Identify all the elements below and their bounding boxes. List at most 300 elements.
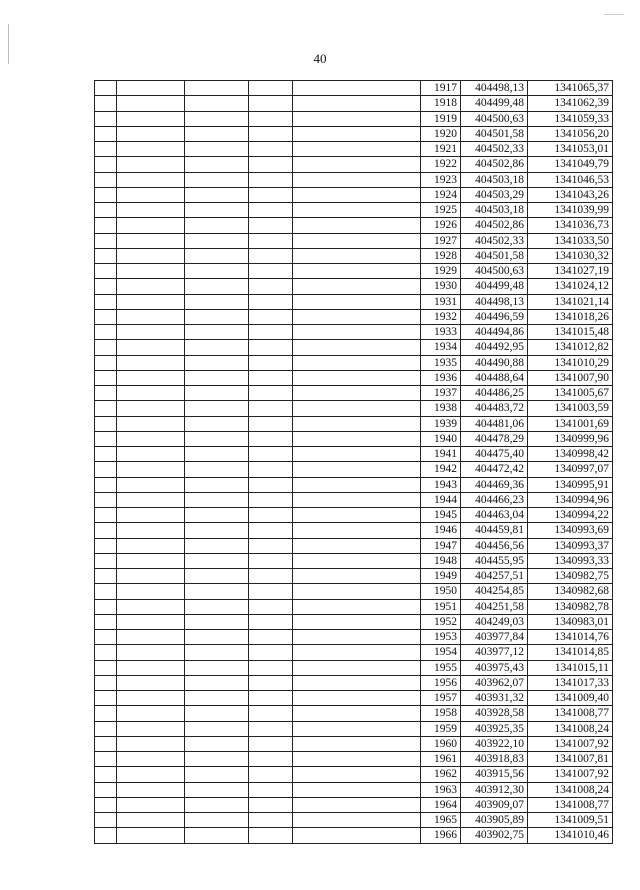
y-coordinate-cell: 1340982,78: [528, 599, 613, 614]
y-coordinate-cell: 1341056,20: [528, 126, 613, 141]
blank-col-1: [95, 264, 117, 279]
y-coordinate-cell: 1341003,59: [528, 401, 613, 416]
blank-col-2: [117, 599, 185, 614]
blank-col-2: [117, 401, 185, 416]
table-row: [95, 203, 613, 218]
blank-col-4: [249, 477, 293, 492]
blank-col-4: [249, 203, 293, 218]
blank-col-5: [293, 782, 421, 797]
blank-col-3: [185, 706, 249, 721]
blank-col-3: [185, 477, 249, 492]
blank-col-4: [249, 782, 293, 797]
blank-col-1: [95, 462, 117, 477]
blank-col-5: [293, 675, 421, 690]
point-number-cell: 1943: [421, 477, 461, 492]
table-row: [95, 797, 613, 812]
blank-col-1: [95, 279, 117, 294]
blank-col-1: [95, 248, 117, 263]
y-coordinate-cell: 1341010,29: [528, 355, 613, 370]
blank-col-4: [249, 355, 293, 370]
table-row: [95, 447, 613, 462]
x-coordinate-cell: 404501,58: [461, 126, 528, 141]
blank-col-5: [293, 355, 421, 370]
point-number-cell: 1961: [421, 752, 461, 767]
x-coordinate-cell: 404472,42: [461, 462, 528, 477]
blank-col-1: [95, 142, 117, 157]
blank-col-3: [185, 294, 249, 309]
blank-col-3: [185, 797, 249, 812]
blank-col-5: [293, 584, 421, 599]
table-row: [95, 142, 613, 157]
blank-col-2: [117, 309, 185, 324]
table-row: [95, 492, 613, 507]
point-number-cell: 1919: [421, 111, 461, 126]
blank-col-5: [293, 157, 421, 172]
point-number-cell: 1922: [421, 157, 461, 172]
point-number-cell: 1949: [421, 569, 461, 584]
x-coordinate-cell: 404502,86: [461, 218, 528, 233]
x-coordinate-cell: 403918,83: [461, 752, 528, 767]
point-number-cell: 1929: [421, 264, 461, 279]
blank-col-5: [293, 142, 421, 157]
x-coordinate-cell: 404498,13: [461, 81, 528, 96]
x-coordinate-cell: 404466,23: [461, 492, 528, 507]
x-coordinate-cell: 404483,72: [461, 401, 528, 416]
blank-col-3: [185, 401, 249, 416]
scan-top-mark: [604, 14, 624, 15]
table-row: [95, 264, 613, 279]
blank-col-1: [95, 157, 117, 172]
point-number-cell: 1953: [421, 630, 461, 645]
blank-col-5: [293, 508, 421, 523]
blank-col-3: [185, 218, 249, 233]
table-row: [95, 172, 613, 187]
blank-col-3: [185, 96, 249, 111]
blank-col-3: [185, 584, 249, 599]
y-coordinate-cell: 1340997,07: [528, 462, 613, 477]
blank-col-1: [95, 630, 117, 645]
table-row: [95, 569, 613, 584]
blank-col-5: [293, 187, 421, 202]
point-number-cell: 1955: [421, 660, 461, 675]
table-row: [95, 462, 613, 477]
y-coordinate-cell: 1341030,32: [528, 248, 613, 263]
x-coordinate-cell: 404499,48: [461, 96, 528, 111]
blank-col-5: [293, 752, 421, 767]
table-row: [95, 706, 613, 721]
blank-col-4: [249, 309, 293, 324]
x-coordinate-cell: 404469,36: [461, 477, 528, 492]
blank-col-1: [95, 340, 117, 355]
point-number-cell: 1957: [421, 691, 461, 706]
point-number-cell: 1935: [421, 355, 461, 370]
table-row: [95, 553, 613, 568]
blank-col-4: [249, 340, 293, 355]
y-coordinate-cell: 1340994,96: [528, 492, 613, 507]
blank-col-1: [95, 675, 117, 690]
x-coordinate-cell: 403977,12: [461, 645, 528, 660]
table-row: [95, 81, 613, 96]
x-coordinate-cell: 404492,95: [461, 340, 528, 355]
blank-col-4: [249, 492, 293, 507]
table-row: [95, 675, 613, 690]
x-coordinate-cell: 403977,84: [461, 630, 528, 645]
y-coordinate-cell: 1341033,50: [528, 233, 613, 248]
blank-col-4: [249, 630, 293, 645]
blank-col-2: [117, 81, 185, 96]
blank-col-2: [117, 172, 185, 187]
point-number-cell: 1950: [421, 584, 461, 599]
blank-col-1: [95, 660, 117, 675]
blank-col-1: [95, 111, 117, 126]
x-coordinate-cell: 403975,43: [461, 660, 528, 675]
blank-col-4: [249, 614, 293, 629]
blank-col-4: [249, 96, 293, 111]
point-number-cell: 1937: [421, 386, 461, 401]
point-number-cell: 1963: [421, 782, 461, 797]
table-row: [95, 96, 613, 111]
blank-col-2: [117, 706, 185, 721]
blank-col-1: [95, 523, 117, 538]
x-coordinate-cell: 403902,75: [461, 828, 528, 843]
blank-col-4: [249, 81, 293, 96]
blank-col-1: [95, 431, 117, 446]
table-row: [95, 630, 613, 645]
blank-col-2: [117, 492, 185, 507]
x-coordinate-cell: 404459,81: [461, 523, 528, 538]
blank-col-2: [117, 294, 185, 309]
y-coordinate-cell: 1341065,37: [528, 81, 613, 96]
point-number-cell: 1934: [421, 340, 461, 355]
y-coordinate-cell: 1341059,33: [528, 111, 613, 126]
point-number-cell: 1958: [421, 706, 461, 721]
blank-col-4: [249, 828, 293, 843]
point-number-cell: 1966: [421, 828, 461, 843]
blank-col-3: [185, 248, 249, 263]
x-coordinate-cell: 404501,58: [461, 248, 528, 263]
y-coordinate-cell: 1341001,69: [528, 416, 613, 431]
blank-col-5: [293, 630, 421, 645]
blank-col-4: [249, 386, 293, 401]
blank-col-3: [185, 508, 249, 523]
blank-col-1: [95, 736, 117, 751]
blank-col-5: [293, 691, 421, 706]
y-coordinate-cell: 1340993,33: [528, 553, 613, 568]
x-coordinate-cell: 403928,58: [461, 706, 528, 721]
point-number-cell: 1947: [421, 538, 461, 553]
x-coordinate-cell: 404496,59: [461, 309, 528, 324]
x-coordinate-cell: 404490,88: [461, 355, 528, 370]
blank-col-5: [293, 569, 421, 584]
blank-col-1: [95, 599, 117, 614]
y-coordinate-cell: 1341009,40: [528, 691, 613, 706]
x-coordinate-cell: 404455,95: [461, 553, 528, 568]
y-coordinate-cell: 1340999,96: [528, 431, 613, 446]
blank-col-1: [95, 187, 117, 202]
blank-col-1: [95, 96, 117, 111]
point-number-cell: 1954: [421, 645, 461, 660]
blank-col-2: [117, 614, 185, 629]
blank-col-5: [293, 813, 421, 828]
y-coordinate-cell: 1341062,39: [528, 96, 613, 111]
blank-col-2: [117, 111, 185, 126]
y-coordinate-cell: 1340995,91: [528, 477, 613, 492]
blank-col-4: [249, 599, 293, 614]
blank-col-5: [293, 203, 421, 218]
blank-col-3: [185, 630, 249, 645]
blank-col-5: [293, 614, 421, 629]
x-coordinate-cell: 404503,18: [461, 172, 528, 187]
blank-col-3: [185, 264, 249, 279]
blank-col-5: [293, 431, 421, 446]
blank-col-1: [95, 706, 117, 721]
blank-col-4: [249, 172, 293, 187]
y-coordinate-cell: 1341015,11: [528, 660, 613, 675]
blank-col-4: [249, 569, 293, 584]
blank-col-1: [95, 614, 117, 629]
point-number-cell: 1932: [421, 309, 461, 324]
blank-col-1: [95, 477, 117, 492]
blank-col-2: [117, 752, 185, 767]
table-row: [95, 721, 613, 736]
blank-col-4: [249, 248, 293, 263]
y-coordinate-cell: 1340994,22: [528, 508, 613, 523]
blank-col-4: [249, 416, 293, 431]
blank-col-5: [293, 264, 421, 279]
blank-col-4: [249, 752, 293, 767]
blank-col-1: [95, 386, 117, 401]
blank-col-3: [185, 172, 249, 187]
blank-col-3: [185, 675, 249, 690]
blank-col-2: [117, 691, 185, 706]
x-coordinate-cell: 403915,56: [461, 767, 528, 782]
y-coordinate-cell: 1341043,26: [528, 187, 613, 202]
table-row: [95, 431, 613, 446]
blank-col-3: [185, 538, 249, 553]
blank-col-5: [293, 599, 421, 614]
point-number-cell: 1945: [421, 508, 461, 523]
blank-col-4: [249, 218, 293, 233]
blank-col-2: [117, 477, 185, 492]
blank-col-4: [249, 370, 293, 385]
blank-col-1: [95, 203, 117, 218]
blank-col-2: [117, 386, 185, 401]
point-number-cell: 1918: [421, 96, 461, 111]
blank-col-5: [293, 828, 421, 843]
y-coordinate-cell: 1341053,01: [528, 142, 613, 157]
blank-col-3: [185, 569, 249, 584]
blank-col-3: [185, 462, 249, 477]
blank-col-5: [293, 477, 421, 492]
y-coordinate-cell: 1341008,77: [528, 706, 613, 721]
x-coordinate-cell: 404503,29: [461, 187, 528, 202]
x-coordinate-cell: 404502,33: [461, 233, 528, 248]
table-body: [95, 81, 613, 844]
blank-col-2: [117, 126, 185, 141]
blank-col-1: [95, 645, 117, 660]
blank-col-2: [117, 233, 185, 248]
blank-col-5: [293, 523, 421, 538]
point-number-cell: 1931: [421, 294, 461, 309]
table-row: [95, 401, 613, 416]
table-row: [95, 828, 613, 843]
blank-col-3: [185, 386, 249, 401]
blank-col-5: [293, 111, 421, 126]
blank-col-2: [117, 96, 185, 111]
blank-col-1: [95, 309, 117, 324]
x-coordinate-cell: 404254,85: [461, 584, 528, 599]
blank-col-2: [117, 157, 185, 172]
blank-col-5: [293, 126, 421, 141]
blank-col-1: [95, 538, 117, 553]
blank-col-4: [249, 187, 293, 202]
y-coordinate-cell: 1341014,76: [528, 630, 613, 645]
x-coordinate-cell: 403909,07: [461, 797, 528, 812]
blank-col-1: [95, 508, 117, 523]
x-coordinate-cell: 404475,40: [461, 447, 528, 462]
x-coordinate-cell: 404488,64: [461, 370, 528, 385]
blank-col-4: [249, 553, 293, 568]
blank-col-2: [117, 187, 185, 202]
coordinates-table: [94, 80, 613, 844]
blank-col-3: [185, 370, 249, 385]
blank-col-3: [185, 325, 249, 340]
point-number-cell: 1924: [421, 187, 461, 202]
blank-col-2: [117, 248, 185, 263]
blank-col-5: [293, 447, 421, 462]
point-number-cell: 1952: [421, 614, 461, 629]
x-coordinate-cell: 404500,63: [461, 111, 528, 126]
blank-col-5: [293, 401, 421, 416]
blank-col-3: [185, 492, 249, 507]
blank-col-3: [185, 431, 249, 446]
blank-col-3: [185, 553, 249, 568]
blank-col-3: [185, 614, 249, 629]
blank-col-3: [185, 142, 249, 157]
blank-col-1: [95, 782, 117, 797]
blank-col-1: [95, 691, 117, 706]
x-coordinate-cell: 404456,56: [461, 538, 528, 553]
x-coordinate-cell: 403925,35: [461, 721, 528, 736]
blank-col-5: [293, 309, 421, 324]
blank-col-2: [117, 508, 185, 523]
table-row: [95, 416, 613, 431]
blank-col-5: [293, 325, 421, 340]
point-number-cell: 1927: [421, 233, 461, 248]
table-row: [95, 340, 613, 355]
blank-col-4: [249, 584, 293, 599]
x-coordinate-cell: 404486,25: [461, 386, 528, 401]
blank-col-5: [293, 340, 421, 355]
blank-col-4: [249, 645, 293, 660]
point-number-cell: 1959: [421, 721, 461, 736]
y-coordinate-cell: 1341007,92: [528, 767, 613, 782]
blank-col-2: [117, 813, 185, 828]
blank-col-2: [117, 416, 185, 431]
blank-col-5: [293, 462, 421, 477]
blank-col-2: [117, 553, 185, 568]
y-coordinate-cell: 1341007,92: [528, 736, 613, 751]
x-coordinate-cell: 404251,58: [461, 599, 528, 614]
blank-col-5: [293, 797, 421, 812]
blank-col-1: [95, 797, 117, 812]
point-number-cell: 1938: [421, 401, 461, 416]
blank-col-1: [95, 721, 117, 736]
y-coordinate-cell: 1341007,81: [528, 752, 613, 767]
y-coordinate-cell: 1341010,46: [528, 828, 613, 843]
y-coordinate-cell: 1341046,53: [528, 172, 613, 187]
blank-col-2: [117, 630, 185, 645]
y-coordinate-cell: 1340993,69: [528, 523, 613, 538]
y-coordinate-cell: 1341036,73: [528, 218, 613, 233]
y-coordinate-cell: 1340982,75: [528, 569, 613, 584]
blank-col-4: [249, 431, 293, 446]
point-number-cell: 1941: [421, 447, 461, 462]
blank-col-2: [117, 736, 185, 751]
blank-col-2: [117, 675, 185, 690]
x-coordinate-cell: 403922,10: [461, 736, 528, 751]
blank-col-4: [249, 126, 293, 141]
blank-col-5: [293, 660, 421, 675]
blank-col-3: [185, 157, 249, 172]
blank-col-5: [293, 386, 421, 401]
blank-col-1: [95, 172, 117, 187]
blank-col-4: [249, 294, 293, 309]
table-row: [95, 767, 613, 782]
table-row: [95, 294, 613, 309]
point-number-cell: 1942: [421, 462, 461, 477]
point-number-cell: 1936: [421, 370, 461, 385]
y-coordinate-cell: 1341049,79: [528, 157, 613, 172]
point-number-cell: 1925: [421, 203, 461, 218]
blank-col-2: [117, 660, 185, 675]
table-row: [95, 599, 613, 614]
y-coordinate-cell: 1341007,90: [528, 370, 613, 385]
table-row: [95, 752, 613, 767]
blank-col-4: [249, 157, 293, 172]
blank-col-1: [95, 828, 117, 843]
blank-col-1: [95, 233, 117, 248]
blank-col-1: [95, 401, 117, 416]
blank-col-1: [95, 126, 117, 141]
blank-col-3: [185, 691, 249, 706]
blank-col-4: [249, 325, 293, 340]
blank-col-5: [293, 706, 421, 721]
blank-col-2: [117, 828, 185, 843]
y-coordinate-cell: 1341014,85: [528, 645, 613, 660]
blank-col-5: [293, 492, 421, 507]
table-row: [95, 325, 613, 340]
x-coordinate-cell: 404494,86: [461, 325, 528, 340]
point-number-cell: 1933: [421, 325, 461, 340]
blank-col-4: [249, 660, 293, 675]
blank-col-2: [117, 431, 185, 446]
blank-col-1: [95, 813, 117, 828]
point-number-cell: 1928: [421, 248, 461, 263]
table-row: [95, 782, 613, 797]
blank-col-4: [249, 447, 293, 462]
blank-col-1: [95, 447, 117, 462]
point-number-cell: 1964: [421, 797, 461, 812]
x-coordinate-cell: 404481,06: [461, 416, 528, 431]
blank-col-3: [185, 203, 249, 218]
blank-col-3: [185, 813, 249, 828]
blank-col-1: [95, 218, 117, 233]
blank-col-5: [293, 645, 421, 660]
x-coordinate-cell: 404502,33: [461, 142, 528, 157]
blank-col-3: [185, 599, 249, 614]
blank-col-5: [293, 279, 421, 294]
